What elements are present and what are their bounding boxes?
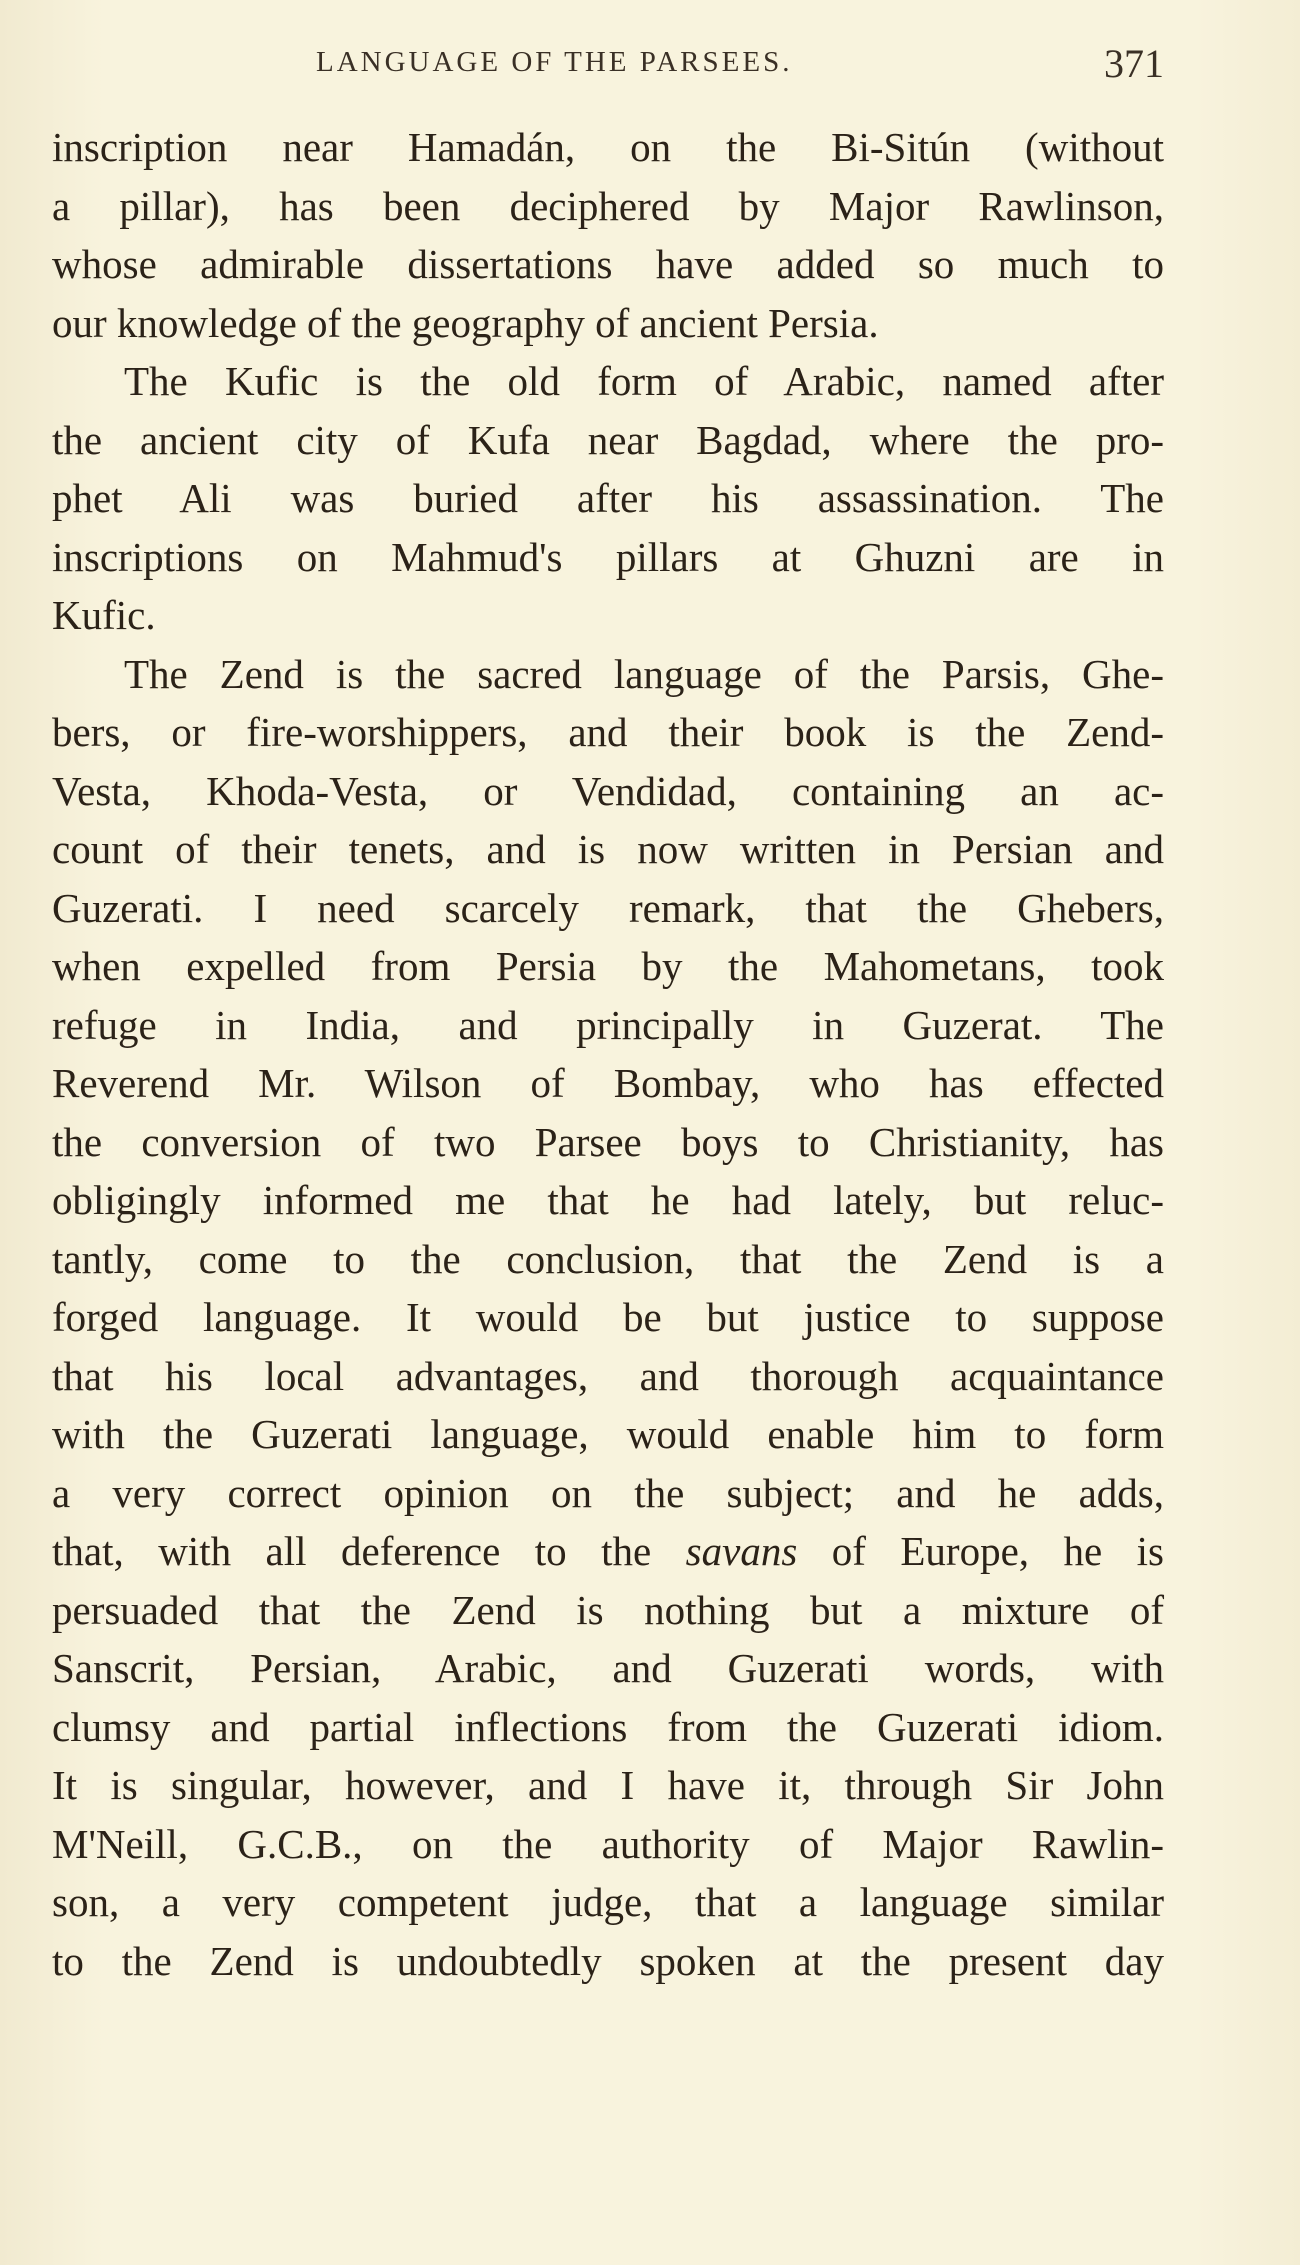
text-line: persuaded that the Zend is nothing but a mixture of [52,1586,1164,1633]
page-number: 371 [1104,41,1164,86]
text-line: our knowledge of the geography of ancient Persia. [52,299,879,346]
text-line: the ancient city of Kufa near Bagdad, where the pro- [52,416,1164,463]
page-header [52,40,1164,90]
text-line: a very correct opinion on the subject; and he adds, [52,1469,1164,1516]
paragraph-first-line: The Kufic is the old form of Arabic, named after [124,358,1164,404]
text-line: forged language. It would be but justice to suppose [52,1294,1164,1340]
text-line: Vesta, Khoda-Vesta, or Vendidad, containing an ac- [52,767,1164,814]
text-line-with-italic [52,1522,1164,1581]
text-line: bers, or fire-worshippers, and their book is the Zend- [52,709,1164,755]
text-line: obligingly informed me that he had lately, but reluc- [52,1177,1164,1223]
text-line: inscriptions on Mahmud's pillars at Ghuzni are in [52,533,1164,580]
body-text [52,118,1164,1990]
text-line: M'Neill, G.C.B., on the authority of Major Rawlin- [52,1820,1164,1867]
text-line: It is singular, however, and I have it, through Sir John [52,1762,1164,1808]
running-head: LANGUAGE OF THE PARSEES. [316,46,793,78]
text-line: to the Zend is undoubtedly spoken at the present day [52,1937,1164,1984]
text-line: whose admirable dissertations have added so much to [52,241,1164,287]
text-line: clumsy and partial inflections from the Guzerati idiom. [52,1703,1164,1750]
text-line: refuge in India, and principally in Guzerat. The [52,1001,1164,1048]
italic-word: savans [685,1528,798,1574]
text-line: with the Guzerati language, would enable him to form [52,1411,1164,1457]
paragraph-first-line: The Zend is the sacred language of the Parsis, Ghe- [124,650,1164,697]
text-segment: that, with all deference to the [52,1528,686,1574]
text-line: when expelled from Persia by the Mahometans, took [52,943,1164,989]
text-line: tantly, come to the conclusion, that the Zend is a [52,1235,1164,1282]
text-line: Sanscrit, Persian, Arabic, and Guzerati words, with [52,1645,1164,1691]
text-line: inscription near Hamadán, on the Bi-Sitún (without [52,124,1164,170]
text-line: the conversion of two Parsee boys to Christianity, has [52,1118,1164,1165]
text-line: Reverend Mr. Wilson of Bombay, who has effected [52,1060,1164,1106]
text-line: Kufic. [52,592,156,638]
text-line: that his local advantages, and thorough acquaintance [52,1352,1164,1399]
text-line: phet Ali was buried after his assassination. The [52,475,1164,521]
text-line: a pillar), has been deciphered by Major Rawlinson, [52,182,1164,229]
text-line: count of their tenets, and is now written in Persian and [52,826,1164,872]
text-line: son, a very competent judge, that a language similar [52,1879,1164,1925]
text-segment: of Europe, he is [797,1528,1164,1574]
text-line: Guzerati. I need scarcely remark, that the Ghebers, [52,884,1164,931]
